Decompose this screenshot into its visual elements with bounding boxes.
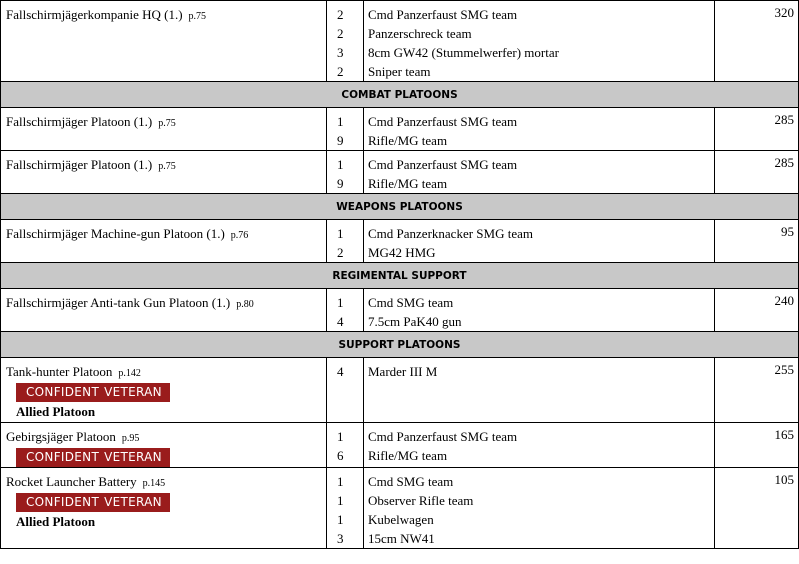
- rating-badge: [16, 493, 170, 512]
- rating-word: VETERAN: [104, 450, 162, 464]
- team-description-cell: [364, 220, 715, 263]
- section-title: WEAPONS PLATOONS: [1, 194, 799, 220]
- team-description: 15cm NW41: [368, 531, 435, 546]
- unit-name: Fallschirmjägerkompanie HQ (1.): [6, 7, 183, 22]
- unit-name: Fallschirmjäger Platoon (1.): [6, 157, 153, 172]
- team-description: Rifle/MG team: [368, 448, 448, 463]
- allied-platoon-label: Allied Platoon: [16, 404, 96, 419]
- team-quantity: 4: [337, 314, 344, 329]
- team-quantity: 3: [337, 45, 344, 60]
- team-description: Cmd Panzerknacker SMG team: [368, 226, 533, 241]
- unit-name-line: [6, 362, 326, 381]
- team-quantity: 1: [337, 474, 344, 489]
- team-description: Marder III M: [368, 364, 438, 379]
- unit-row: [1, 289, 799, 332]
- team-description: MG42 HMG: [368, 245, 436, 260]
- points-cost: 255: [715, 358, 799, 423]
- team-quantity: 1: [337, 429, 344, 444]
- section-title: REGIMENTAL SUPPORT: [1, 263, 799, 289]
- unit-row: [1, 220, 799, 263]
- team-quantity: 2: [337, 26, 344, 41]
- team-quantity-cell: [327, 1, 364, 82]
- unit-name: Gebirgsjäger Platoon: [6, 429, 116, 444]
- section-title: SUPPORT PLATOONS: [1, 332, 799, 358]
- team-description: Cmd SMG team: [368, 474, 454, 489]
- team-quantity: 9: [337, 176, 344, 191]
- team-quantity-cell: [327, 151, 364, 194]
- team-description: 8cm GW42 (Stummelwerfer) mortar: [368, 45, 559, 60]
- unit-name: Rocket Launcher Battery: [6, 474, 137, 489]
- team-description-cell: [364, 289, 715, 332]
- unit-row: [1, 1, 799, 82]
- team-quantity: 6: [337, 448, 344, 463]
- unit-name-cell: [1, 220, 327, 263]
- team-quantity: 1: [337, 226, 344, 241]
- unit-name: Tank-hunter Platoon: [6, 364, 113, 379]
- team-description-cell: [364, 108, 715, 151]
- team-description: Rifle/MG team: [368, 133, 448, 148]
- team-description: Cmd SMG team: [368, 295, 454, 310]
- section-header-row: [1, 82, 799, 108]
- team-description: Observer Rifle team: [368, 493, 474, 508]
- team-description: Rifle/MG team: [368, 176, 448, 191]
- section-header-row: [1, 194, 799, 220]
- team-description: Cmd Panzerfaust SMG team: [368, 157, 518, 172]
- team-description: Kubelwagen: [368, 512, 434, 527]
- team-quantity-cell: [327, 108, 364, 151]
- unit-name-cell: [1, 468, 327, 549]
- unit-row: [1, 468, 799, 549]
- points-cost: 165: [715, 423, 799, 468]
- unit-name-cell: [1, 289, 327, 332]
- team-quantity: 1: [337, 114, 344, 129]
- page-reference: p.145: [142, 478, 166, 489]
- points-cost: 320: [715, 1, 799, 82]
- unit-name-line: [6, 427, 326, 446]
- team-quantity: 2: [337, 245, 344, 260]
- unit-name-cell: [1, 358, 327, 423]
- points-cost: 95: [715, 220, 799, 263]
- team-description: Cmd Panzerfaust SMG team: [368, 7, 518, 22]
- team-description: 7.5cm PaK40 gun: [368, 314, 462, 329]
- team-description: Cmd Panzerfaust SMG team: [368, 114, 518, 129]
- points-cost: 285: [715, 108, 799, 151]
- section-header-row: [1, 332, 799, 358]
- page-reference: p.142: [118, 368, 141, 379]
- points-cost: 105: [715, 468, 799, 549]
- team-description: Panzerschreck team: [368, 26, 472, 41]
- page-reference: p.80: [236, 299, 254, 310]
- team-quantity-cell: [327, 468, 364, 549]
- unit-name-cell: [1, 1, 327, 82]
- unit-name: Fallschirmjäger Anti-tank Gun Platoon (1.): [6, 295, 231, 310]
- rating-word: CONFIDENT: [26, 450, 100, 464]
- team-quantity: 1: [337, 512, 344, 527]
- team-quantity-cell: [327, 358, 364, 423]
- team-description: Cmd Panzerfaust SMG team: [368, 429, 518, 444]
- team-quantity-cell: [327, 423, 364, 468]
- page-reference: p.76: [230, 230, 249, 241]
- team-quantity: 1: [337, 157, 344, 172]
- team-quantity-cell: [327, 289, 364, 332]
- team-quantity: 4: [337, 364, 344, 379]
- team-quantity-cell: [327, 220, 364, 263]
- page-reference: p.75: [158, 118, 176, 129]
- unit-name-line: [6, 5, 326, 24]
- unit-name-cell: [1, 423, 327, 468]
- unit-name-line: [6, 224, 326, 243]
- rating-word: VETERAN: [104, 495, 162, 509]
- unit-row: [1, 358, 799, 423]
- rating-badge: [16, 383, 170, 402]
- section-header-row: [1, 263, 799, 289]
- section-title: COMBAT PLATOONS: [1, 82, 799, 108]
- unit-name-line: [6, 112, 326, 131]
- unit-name: Fallschirmjäger Platoon (1.): [6, 114, 153, 129]
- points-cost: 285: [715, 151, 799, 194]
- rating-badge: [16, 448, 170, 467]
- allied-platoon-label: Allied Platoon: [16, 514, 96, 529]
- team-description-cell: [364, 358, 715, 423]
- team-quantity: 1: [337, 493, 344, 508]
- points-cost: 240: [715, 289, 799, 332]
- unit-name: Fallschirmjäger Machine-gun Platoon (1.): [6, 226, 225, 241]
- unit-name-line: [6, 293, 326, 312]
- team-quantity: 2: [337, 7, 344, 22]
- team-quantity: 3: [337, 531, 344, 546]
- unit-row: [1, 423, 799, 468]
- unit-name-line: [6, 472, 326, 491]
- rating-word: VETERAN: [104, 385, 162, 399]
- team-quantity: 2: [337, 64, 344, 79]
- unit-name-cell: [1, 151, 327, 194]
- team-description-cell: [364, 1, 715, 82]
- page-reference: p.75: [188, 11, 207, 22]
- page-reference: p.95: [121, 433, 140, 444]
- unit-row: [1, 108, 799, 151]
- team-description-cell: [364, 151, 715, 194]
- unit-name-line: [6, 155, 326, 174]
- team-quantity: 1: [337, 295, 344, 310]
- team-quantity: 9: [337, 133, 344, 148]
- unit-row: [1, 151, 799, 194]
- page-reference: p.75: [158, 161, 176, 172]
- team-description-cell: [364, 468, 715, 549]
- rating-word: CONFIDENT: [26, 495, 100, 509]
- rating-word: CONFIDENT: [26, 385, 100, 399]
- team-description-cell: [364, 423, 715, 468]
- team-description: Sniper team: [368, 64, 431, 79]
- unit-name-cell: [1, 108, 327, 151]
